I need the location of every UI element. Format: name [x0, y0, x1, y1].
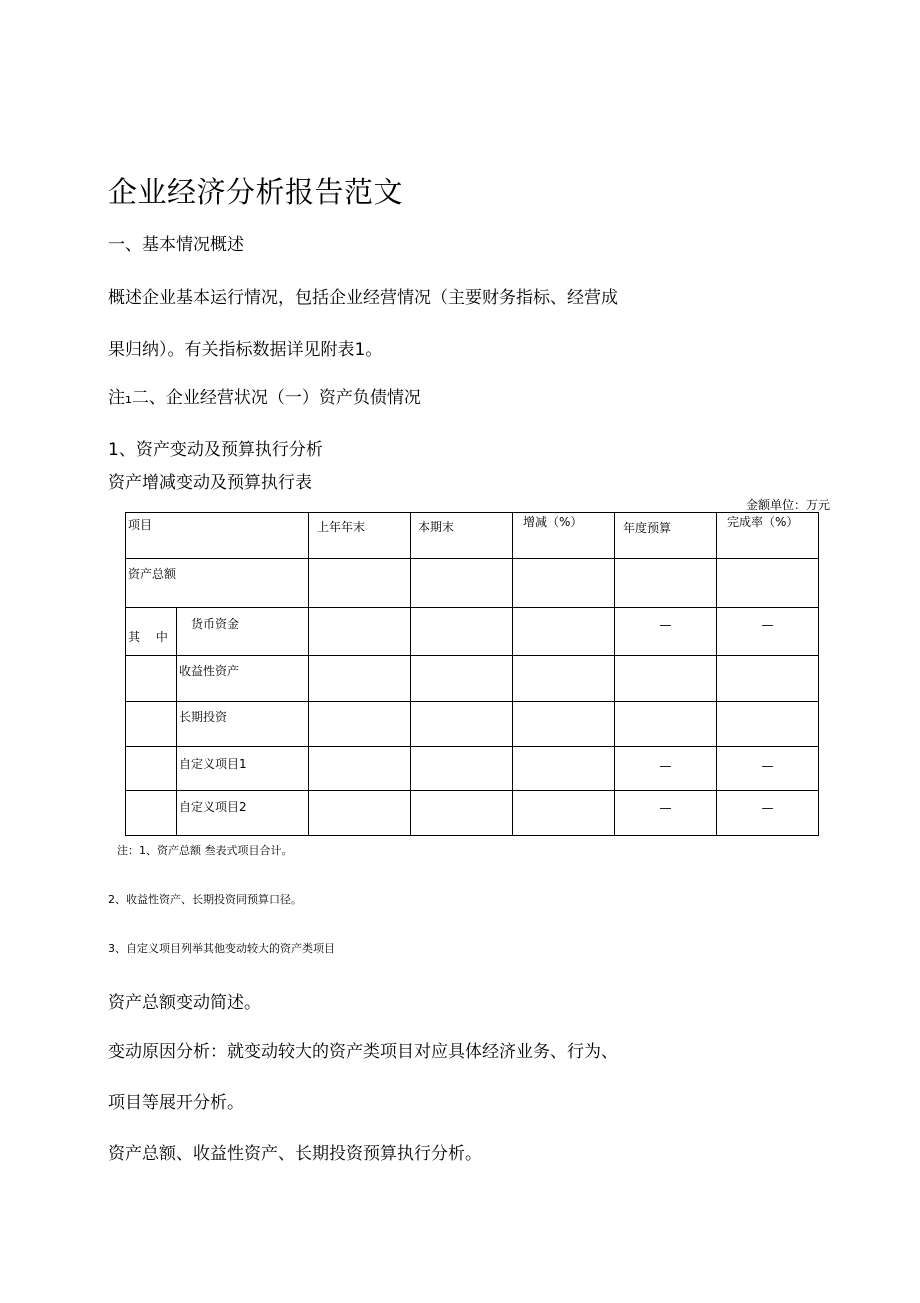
row-label-custom-item-2: 自定义项目2: [177, 791, 309, 836]
table-note-3: 3、自定义项目列举其他变动较大的资产类项目: [108, 942, 335, 955]
dash-cell: —: [615, 608, 717, 656]
header-item: 项目: [126, 513, 309, 559]
table-row: [126, 656, 819, 702]
header-period-end: 本期末: [411, 513, 513, 559]
body-line-4: 资产总额、收益性资产、长期投资预算执行分析。: [108, 1144, 482, 1164]
header-change-pct: 增减（%）: [513, 513, 615, 559]
row-label-total-assets: 资产总额: [126, 559, 309, 608]
table-row: [126, 608, 819, 656]
header-annual-budget: 年度预算: [615, 513, 717, 559]
dash-cell: —: [615, 791, 717, 836]
paragraph-overview-line-2: 果归纳）。有关指标数据详见附表1。: [108, 340, 383, 360]
table-row: [126, 747, 819, 791]
paragraph-overview-line-1: 概述企业基本运行情况，包括企业经营情况（主要财务指标、经营成: [108, 288, 618, 308]
dash-cell: —: [717, 747, 819, 791]
subsection-heading-assets: 1、资产变动及预算执行分析: [108, 440, 323, 460]
body-line-3: 项目等展开分析。: [108, 1093, 244, 1113]
table-row: [126, 559, 819, 608]
body-line-2: 变动原因分析：就变动较大的资产类项目对应具体经济业务、行为、: [108, 1042, 618, 1062]
row-label-earning-assets: 收益性资产: [177, 656, 309, 702]
asset-budget-table: [125, 512, 819, 836]
table-note-2: 2、收益性资产、长期投资同预算口径。: [108, 893, 302, 906]
body-line-1: 资产总额变动简述。: [108, 993, 261, 1013]
section-heading-basic-overview: 一、基本情况概述: [108, 235, 244, 255]
section-heading-operations: 注₁二、企业经营状况（一）资产负债情况: [108, 388, 421, 408]
table-caption: 资产增减变动及预算执行表: [108, 473, 312, 493]
document-title: 企业经济分析报告范文: [108, 175, 404, 209]
header-prev-year-end: 上年年末: [309, 513, 411, 559]
row-label-long-term-investment: 长期投资: [177, 702, 309, 747]
table-row: [126, 702, 819, 747]
unit-label: 金额单位：万元: [746, 498, 831, 512]
dash-cell: —: [717, 791, 819, 836]
table-header-row: [126, 513, 819, 559]
table-note-1: 注：1、资产总额 叁表式项目合计。: [117, 844, 293, 857]
table-row: [126, 791, 819, 836]
dash-cell: —: [615, 747, 717, 791]
row-label-monetary-funds: 货币资金: [177, 608, 309, 656]
group-label-of-which: 其 中: [126, 608, 177, 656]
dash-cell: —: [717, 608, 819, 656]
header-completion-rate: 完成率（%）: [717, 513, 819, 559]
row-label-custom-item-1: 自定义项目1: [177, 747, 309, 791]
